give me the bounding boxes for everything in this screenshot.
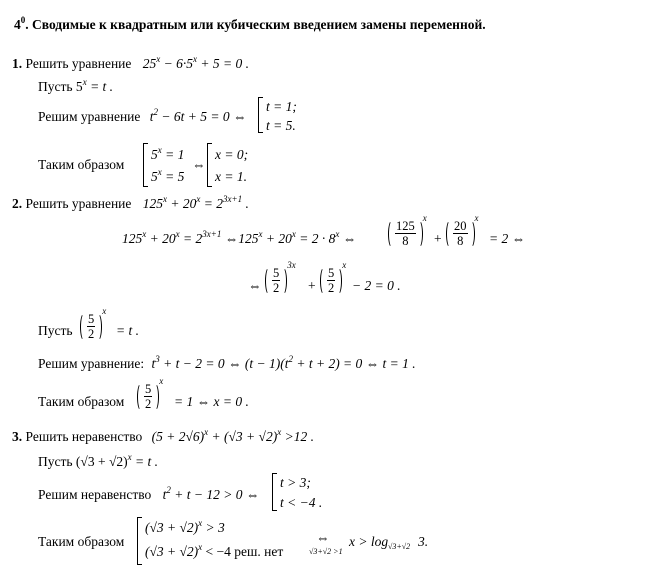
problem-2-fraction-5-2-b: $\frac{5}{2}$ $^x$ bbox=[320, 265, 346, 295]
problem-1-answer-bracket: x = 0; x = 1. bbox=[207, 143, 267, 187]
problem-1-conclusion-label: Таким образом bbox=[38, 157, 125, 172]
problem-2-substitution-end: = t . bbox=[116, 323, 139, 338]
problem-2-substitution-label: Пусть bbox=[38, 323, 73, 338]
problem-1-quadratic: Решим уравнение $t^2 - 6t + 5 = 0$ ⇔ bbox=[38, 107, 247, 124]
problem-2-conclusion-label: Таким образом bbox=[38, 394, 125, 409]
problem-1-substitution: Пусть $5^x = t$ . bbox=[38, 77, 114, 94]
problem-2-fraction-5-2-a: $\frac{5}{2}$ $^{3x}$ bbox=[265, 265, 296, 295]
problem-2-derivation-line-1: $125^x + 20^x = 2^{3x+1}$ $\Leftrightarrow 125^x + 20^x = 2 \cdot 8^x$ ⇔ bbox=[122, 229, 357, 246]
problem-3-arrow-condition: √3+√2 >1 bbox=[309, 547, 343, 556]
problem-2-substitution-fraction: $\frac{5}{2}$ $^x$ bbox=[80, 311, 106, 341]
problem-2-plus-2: + bbox=[308, 278, 316, 293]
problem-3-roots-bracket: t > 3; t < −4 . bbox=[272, 473, 332, 511]
problem-3-answer: x > log bbox=[349, 534, 389, 549]
problem-2-cubic: Решим уравнение: $t^3 + t - 2 = 0$ ⇔ $(t - 1)(t^2 + t + 2) = 0$ ⇔ t = 1 . bbox=[38, 354, 416, 371]
problem-3-substitution: Пусть $(√3 + √2)^x = t$ . bbox=[38, 452, 158, 469]
problem-3-conclusion-label: Таким образом bbox=[38, 534, 125, 549]
problem-2-derivation-line-2-end: − 2 = 0 . bbox=[352, 278, 401, 293]
problem-2-fraction-125-8: $\frac{125}{8}$ $^x$ bbox=[388, 218, 427, 248]
problem-2-plus-1: + bbox=[434, 231, 442, 246]
problem-2-derivation-line-2-arrow: ⇔ bbox=[248, 278, 262, 293]
problem-3-quadratic: Решим неравенство $t^2 + t - 12 > 0$ ⇔ bbox=[38, 485, 260, 502]
problem-3-cases-bracket: $(√3 + √2)^x > 3$ $(√3 + √2)^x < -4$ реш. нет bbox=[137, 517, 307, 565]
problem-1-equiv-arrow: ⇔ bbox=[192, 157, 206, 172]
problem-3-answer-log-base: √3+√2 bbox=[388, 542, 411, 551]
problem-1-roots-bracket: t = 1; t = 5. bbox=[258, 97, 318, 133]
problem-2-equals-2: = 2 ⇔ bbox=[489, 231, 526, 246]
problem-2-conclusion-end: = 1 ⇔ x = 0 . bbox=[174, 394, 249, 409]
section-heading: $4^0$. Сводимые к квадратным или кубическим введением замены переменной. bbox=[14, 15, 486, 32]
problem-2-statement: 2. Решить уравнение $125^x + 20^x = 2^{3x+1}$ . bbox=[12, 194, 249, 211]
problem-1-statement: 1. Решить уравнение $25^x - 6\cdot 5^x + 5 = 0$ . bbox=[12, 54, 250, 71]
problem-3-answer-end: 3. bbox=[418, 534, 429, 549]
problem-1-cases-bracket: $5^x = 1$ $5^x = 5$ bbox=[143, 143, 193, 187]
problem-3-statement: 3. Решить неравенство $(5 + 2√6)^x + (√3 + √2)^x >12$ . bbox=[12, 427, 314, 444]
problem-2-fraction-20-8: $\frac{20}{8}$ $^x$ bbox=[446, 218, 479, 248]
problem-3-equiv-arrow: ⇔ bbox=[316, 530, 330, 545]
problem-2-conclusion-fraction: $\frac{5}{2}$ $^x$ bbox=[137, 381, 163, 411]
